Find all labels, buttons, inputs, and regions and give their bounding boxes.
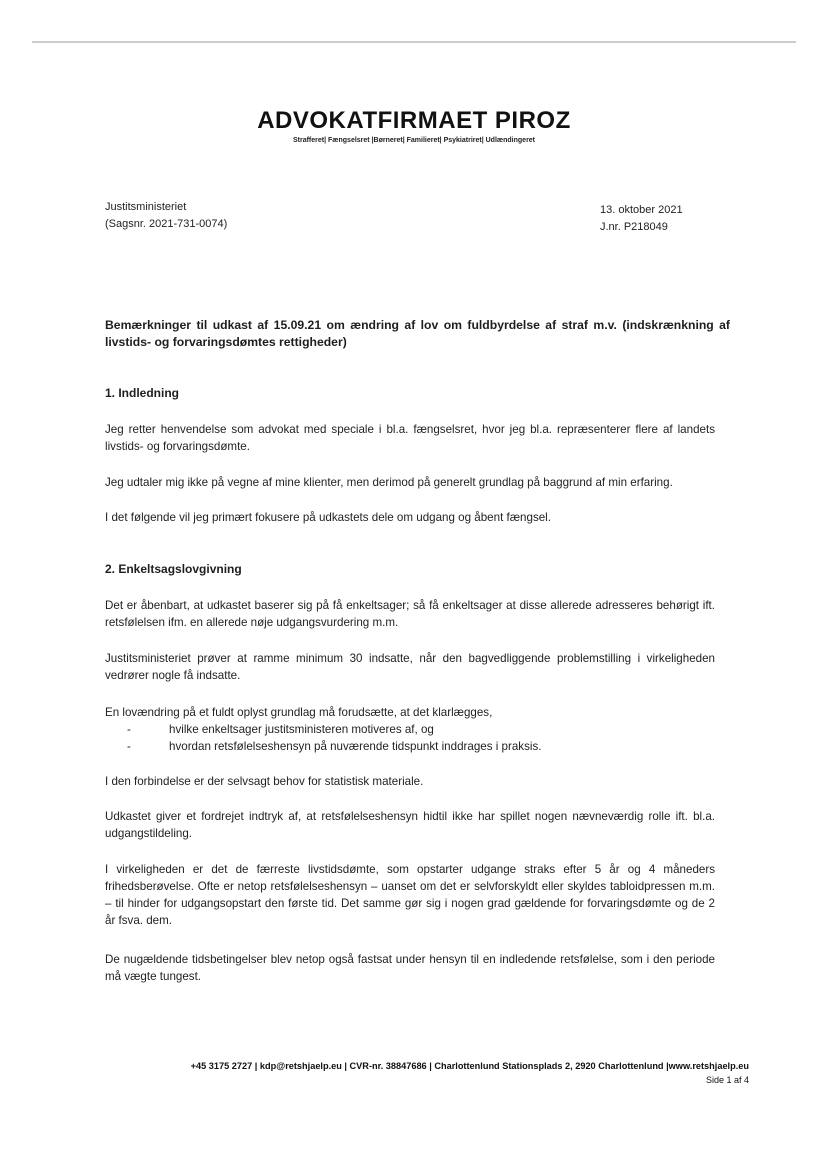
list-item [105,721,715,738]
section-2-paragraph-4: I den forbindelse er der selvsagt behov for statistisk materiale. [105,775,424,788]
letterhead [0,107,828,145]
footer-contact: +45 3175 2727 | kdp@retshjaelp.eu | CVR-nr. 38847686 | Charlottenlund Stationsplads 2, 2920 Charlottenlund |www.retshjaelp.eu [190,1061,749,1071]
section-1-paragraph-1: Jeg retter henvendelse som advokat med speciale i bl.a. fængselsret, hvor jeg bl.a. repræsenterer flere af landets livstids- og forvaringsdømte. [105,423,715,453]
letter-title: Bemærkninger til udkast af 15.09.21 om ændring af lov om fuldbyrdelse af straf m.v. (indskrænkning af livstids- og forvaringsdømtes rettigheder) [105,318,730,349]
list-dash: - [127,740,131,753]
journal-number: J.nr. P218049 [600,221,668,233]
section-2-paragraph-6: I virkeligheden er det de færreste livstidsdømte, som opstarter udgange straks efter 5 år og 4 måneders frihedsberøvelse. Ofte er netop retsfølelseshensyn – uanset om det er selvforskyldt eller skyldes tabloidpressen m.m. – til hinder for udgangsopstart den første tid. Det samme gør sig i nogen grad gældende for forvaringsdømte og de 2 år fsva. dem. [105,863,715,927]
list-dash: - [127,723,131,736]
list-item-text: hvordan retsfølelseshensyn på nuværende tidspunkt inddrages i praksis. [169,740,542,753]
sender-meta [600,202,683,236]
section-1-paragraph-3: I det følgende vil jeg primært fokusere på udkastets dele om udgang og åbent fængsel. [105,511,551,524]
firm-name: ADVOKATFIRMAET PIROZ [257,107,571,134]
section-2-paragraph-3: En lovændring på et fuldt oplyst grundlag må forudsætte, at det klarlægges, [105,706,493,719]
section-2-paragraph-1: Det er åbenbart, at udkastet baserer sig på få enkeltsager; så få enkeltsager at disse allerede adresseres behørigt ift. retsfølelsen ifm. en allerede nøje udgangsvurdering m.m. [105,599,715,629]
recipient-block [105,199,227,233]
practice-areas: Strafferet| Fængselsret |Børneret| Familieret| Psykiatriret| Udlændingeret [292,137,536,144]
section-2-paragraph-7: De nugældende tidsbetingelser blev netop også fastsat under hensyn til en indledende retsfølelse, som i den periode må vægte tungest. [105,953,715,983]
page-number: Side 1 af 4 [705,1075,749,1085]
letter-date: 13. oktober 2021 [600,204,683,216]
recipient-name: Justitsministeriet [105,201,187,213]
section-1-paragraph-2: Jeg udtaler mig ikke på vegne af mine klienter, men derimod på generelt grundlag på baggrund af min erfaring. [105,476,673,489]
criteria-list [105,721,715,755]
section-2-heading: 2. Enkeltsagslovgivning [105,562,242,576]
case-number: (Sagsnr. 2021-731-0074) [105,218,228,230]
list-item [105,738,715,755]
section-2-paragraph-2: Justitsministeriet prøver at ramme minimum 30 indsatte, når den bagvedliggende problemstilling i virkeligheden vedrører nogle få indsatte. [105,652,715,682]
section-2-paragraph-5: Udkastet giver et fordrejet indtryk af, at retsfølelseshensyn hidtil ikke har spillet nogen nævneværdig rolle ift. bl.a. udgangstildeling. [105,810,715,840]
list-item-text: hvilke enkeltsager justitsministeren motiveres af, og [169,723,434,736]
top-rule [32,41,796,43]
section-1-heading: 1. Indledning [105,386,179,400]
